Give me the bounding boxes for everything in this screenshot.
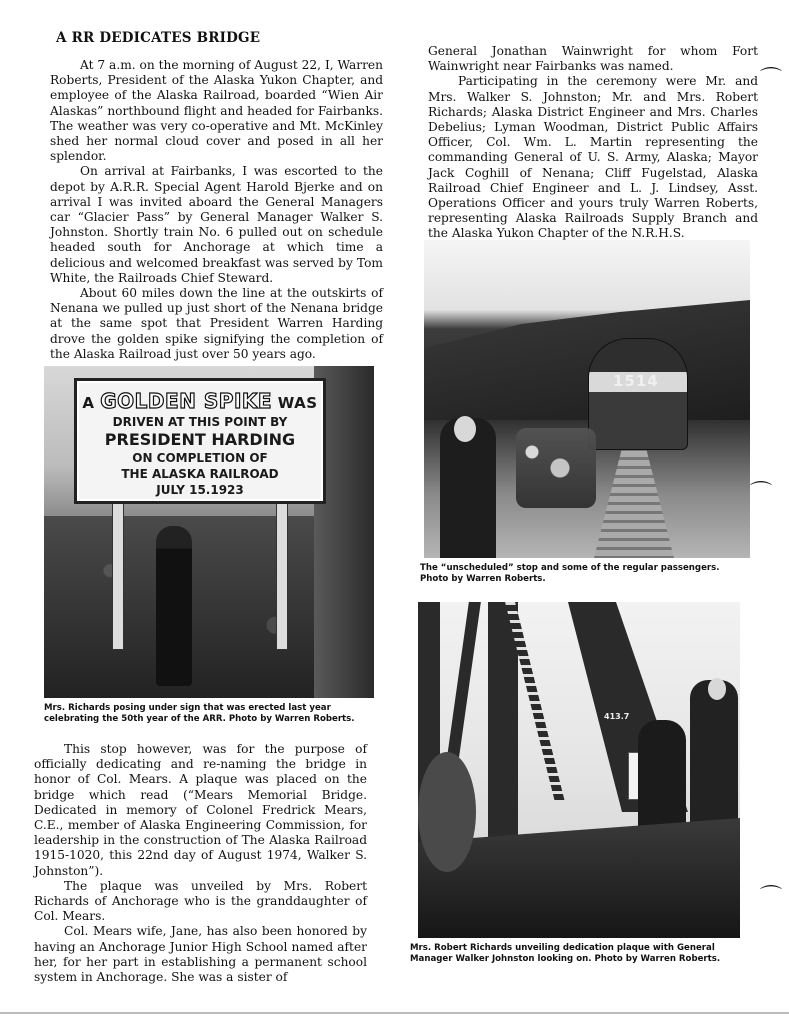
photo-caption: Mrs. Richards posing under sign that was erected last year celebrating the 50th year of the ARR. Photo by Warren Roberts. [44, 703, 355, 724]
girder-number: 413.7 [604, 712, 630, 721]
sign-text: THE ALASKA RAILROAD [121, 467, 279, 481]
article-title: A RR DEDICATES BRIDGE [56, 30, 261, 46]
sign-post-left [112, 498, 124, 650]
railroad-track [594, 448, 674, 558]
binder-hole-mark: ⌒ [750, 481, 773, 506]
locomotive [588, 338, 688, 450]
hillside [424, 300, 750, 420]
foreground-head [418, 752, 476, 872]
left-column-bottom [34, 742, 367, 985]
face [708, 678, 726, 700]
sign-text: WAS [277, 394, 318, 412]
paragraph: At 7 a.m. on the morning of August 22, I, Warren Roberts, President of the Alaska Yukon Chapter, and employee of the Alaska Railroad, boarded “Wien Air Alaskas” northbound flight and headed for Fairbanks. The weather was very co-operative and Mt. McKinley shed her normal cloud cover and posed in all her splendor. [50, 58, 383, 164]
paragraph: This stop however, was for the purpose of officially dedicating and re-naming the bridge in honor of Col. Mears. A plaque was placed on the bridge which read (“Mears Memorial Bridge. Dedicated in memory of Colonel Fredrick Mears, C.E., member of Alaska Engineering Commission, for leadership in the construction of The Alaska Railroad 1915-1020, this 22nd day of August 1974, Walker S. Johnston”). [34, 742, 367, 878]
sign-text: JULY 15.1923 [156, 483, 244, 497]
sign-text: DRIVEN AT THIS POINT BY [112, 415, 288, 429]
paragraph: The plaque was unveiled by Mrs. Robert Richards of Anchorage who is the granddaughter of Col. Mears. [34, 878, 367, 924]
paragraph: Participating in the ceremony were Mr. and Mrs. Walker S. Johnston; Mr. and Mrs. Robert Richards; Alaska District Engineer and Mrs. Charles Debelius; Lyman Woodman, District Public Affairs Officer, Col. Wm. L. Martin representing the commanding General of U. S. Army, Alaska; Mayor Jack Coghill of Nenana; Cliff Fugelstad, Alaska Railroad Chief Engineer and L. J. Lindsey, Asst. Operations Officer and yours truly Warren Roberts, representing Alaska Railroads Supply Branch and the Alaska Yukon Chapter of the N.R.H.S. [428, 74, 758, 241]
sign-post-right [276, 498, 288, 650]
left-column-top [50, 58, 383, 362]
binder-hole-mark: ⌒ [760, 885, 783, 910]
sign-text: A [82, 394, 95, 412]
face [454, 416, 476, 442]
photo-bridge-plaque [418, 602, 740, 938]
paragraph: On arrival at Fairbanks, I was escorted to the depot by A.R.R. Special Agent Harold Bjerke and on arrival I was invited aboard the General Managers car “Glacier Pass” by General Manager Walker S. Johnston. Shortly train No. 6 pulled out on schedule headed south for Anchorage at which time a delicious and welcomed breakfast was served by Tom White, the Railroads Chief Steward. [50, 164, 383, 285]
photo-caption: Mrs. Robert Richards unveiling dedication plaque with General Manager Walker Johnston looking on. Photo by Warren Roberts. [410, 943, 721, 964]
golden-spike-sign [74, 378, 326, 504]
binder-hole-mark: ⌒ [760, 67, 783, 92]
page-bottom-rule [0, 1012, 789, 1014]
sign-text: ON COMPLETION OF [132, 451, 268, 465]
passengers-group [516, 428, 596, 508]
paragraph: Col. Mears wife, Jane, has also been honored by having an Anchorage Junior High School named after her, for her part in establishing a permanent school system in Anchorage. She was a sister of [34, 924, 367, 985]
paragraph: About 60 miles down the line at the outskirts of Nenana we pulled up just short of the Nenana bridge at the same spot that President Warren Harding drove the golden spike signifying the completion of the Alaska Railroad just over 50 years ago. [50, 286, 383, 361]
paragraph: General Jonathan Wainwright for whom Fort Wainwright near Fairbanks was named. [428, 44, 758, 74]
locomotive-number: 1514 [613, 372, 659, 390]
sign-text: GOLDEN SPIKE [100, 389, 273, 413]
photo-golden-spike-sign [44, 366, 374, 698]
right-column-top [428, 44, 758, 242]
photo-train-stop [424, 240, 750, 558]
sign-text: PRESIDENT HARDING [104, 430, 296, 449]
photo-caption: The “unscheduled” stop and some of the regular passengers. Photo by Warren Roberts. [420, 563, 720, 584]
woman-figure [156, 526, 192, 686]
